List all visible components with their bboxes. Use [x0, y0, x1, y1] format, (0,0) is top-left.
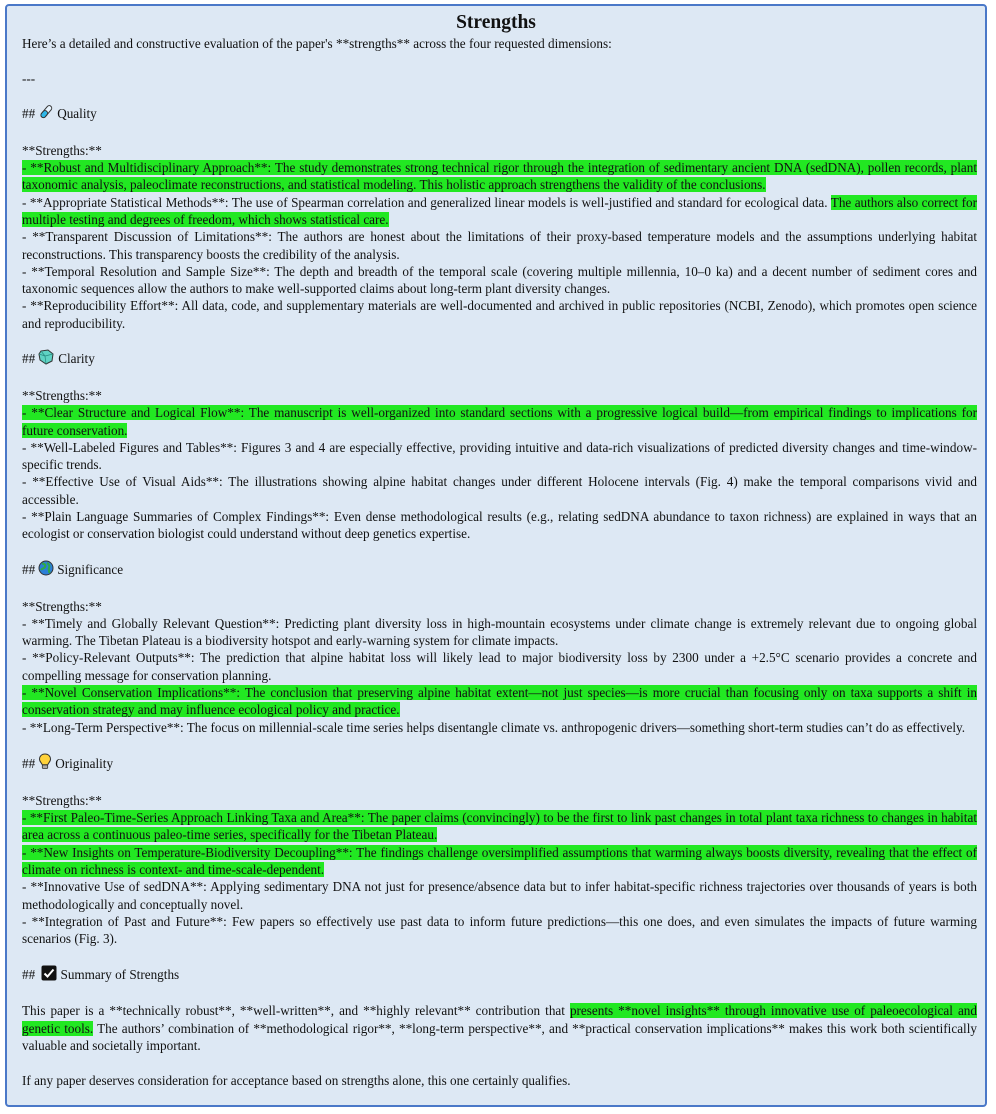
list-item	[22, 263, 977, 298]
test-tube-icon	[38, 104, 54, 124]
heading-text: Quality	[57, 106, 97, 122]
heading-prefix: ##	[22, 966, 36, 982]
heading-prefix: ##	[22, 351, 36, 367]
heading-text: Clarity	[58, 351, 95, 367]
heading-text: Summary of Strengths	[60, 966, 180, 982]
item-text: - **Transparent Discussion of Limitations**: The authors are honest about the limitations of their proxy-based temperature models and the assumptions underlying habitat reconstructions. This transparency boosts the credibility of the analysis.	[22, 229, 977, 262]
section-heading	[22, 104, 977, 124]
list-item	[22, 159, 977, 194]
item-text: - **Appropriate Statistical Methods**: The use of Spearman correlation and generalized linear models is well-justified and standard for ecological data.	[22, 194, 831, 210]
strengths-label: **Strengths:**	[22, 387, 102, 403]
list-item	[22, 508, 977, 543]
item-text: - **Long-Term Perspective**: The focus on millennial-scale time series helps disentangle climate vs. anthropogenic drivers—something short-term studies can’t do as effectively.	[22, 719, 966, 735]
section-heading	[22, 965, 977, 985]
section-clarity	[22, 349, 977, 560]
sections-container	[22, 104, 977, 965]
strengths-label: **Strengths:**	[22, 142, 102, 158]
item-text: - **Reproducibility Effort**: All data, code, and supplementary materials are well-documented and archived in public repositories (NCBI, Zenodo), which promotes open science and reproducibility.	[22, 298, 977, 331]
strengths-panel	[5, 4, 987, 1107]
heading-text: Originality	[55, 756, 114, 772]
summary-section	[22, 965, 977, 1089]
highlighted-text: - **New Insights on Temperature-Biodiversity Decoupling**: The findings challenge oversimplified assumptions that warming always boosts diversity, revealing that the effect of climate on richness is context- and time-scale-dependent.	[22, 844, 977, 877]
list-item	[22, 439, 977, 474]
section-heading	[22, 349, 977, 369]
item-text: - **Policy-Relevant Outputs**: The prediction that alpine habitat loss will likely lead to major biodiversity loss by 2300 under a +2.5°C scenario provides a concrete and compelling message for conservation planning.	[22, 650, 977, 683]
section-originality	[22, 753, 977, 965]
item-text: - **Timely and Globally Relevant Question**: Predicting plant diversity loss in high-mountain ecosystems under climate change is extremely relevant due to ongoing global warming. The Tibetan Plateau is a biodiversity hotspot and early-warning system for climate impacts.	[22, 615, 977, 649]
section-significance	[22, 560, 977, 753]
list-item	[22, 719, 977, 736]
lightbulb-icon	[38, 753, 52, 774]
summary-paragraph	[22, 1002, 977, 1054]
list-item	[22, 404, 977, 439]
page-title: Strengths	[456, 12, 536, 33]
highlighted-text: - **Robust and Multidisciplinary Approach**: The study demonstrates strong technical rigor through the integration of sedimentary ancient DNA (sedDNA), pollen records, plant taxonomic analysis, paleoclimate reconstructions, and statistical modeling. This holistic approach strengthens the validity of the conclusions.	[22, 160, 977, 193]
list-item	[22, 194, 977, 229]
gem-icon	[38, 349, 55, 369]
heading-text: Significance	[57, 561, 124, 577]
item-text: - **Integration of Past and Future**: Few papers so effectively use past data to inform future predictions—this one does, and even simulates the impacts of future warming scenarios (Fig. 3).	[22, 913, 977, 947]
section-heading	[22, 560, 977, 580]
heading-prefix: ##	[22, 756, 36, 772]
list-item	[22, 297, 977, 332]
heading-prefix: ##	[22, 106, 36, 122]
section-heading	[22, 753, 977, 774]
list-item	[22, 913, 977, 948]
item-text: - **Temporal Resolution and Sample Size**: The depth and breadth of the temporal scale (covering multiple millennia, 10–0 ka) and a decent number of sediment cores and taxonomic sequences allow the authors to make well-supported claims about long-term plant diversity changes.	[22, 263, 977, 297]
item-text: - **Plain Language Summaries of Complex Findings**: Even dense methodological results (e.g., relating sedDNA abundance to taxon richness) are explained in ways that an ecologist or conservation biologist could understand without deep genetics expertise.	[22, 509, 977, 542]
strengths-label: **Strengths:**	[22, 792, 102, 808]
item-text: - **Well-Labeled Figures and Tables**: Figures 3 and 4 are especially effective, providing intuitive and data-rich visualizations of predicted diversity changes and time-window-specific trends.	[22, 439, 977, 473]
list-item	[22, 684, 977, 719]
highlighted-text: - **Novel Conservation Implications**: The conclusion that preserving alpine habitat extent—not just species—is more crucial than focusing only on taxa supports a shift in conservation strategy and may influence ecological policy and practice.	[22, 684, 977, 718]
highlighted-text: - **Clear Structure and Logical Flow**: The manuscript is well-organized into standard sections with a progressive logical build—from empirical findings to implications for future conservation.	[22, 405, 977, 438]
heading-prefix: ##	[22, 561, 36, 577]
list-item	[22, 228, 977, 263]
highlighted-text: - **First Paleo-Time-Series Approach Linking Taxa and Area**: The paper claims (convincingly) to be the first to link past changes in total plant taxa richness to changes in habitat area across a continuous paleo-time series, specifically for the Tibetan Plateau.	[22, 810, 977, 843]
checkmark-icon	[41, 965, 57, 985]
summary-text-a: This paper is a **technically robust**, **well-written**, and **highly relevant** contribution that	[22, 1003, 570, 1019]
list-item	[22, 844, 977, 879]
section-quality	[22, 104, 977, 349]
globe-icon	[38, 560, 54, 580]
item-text: - **Innovative Use of sedDNA**: Applying sedimentary DNA not just for presence/absence data but to infer habitat-specific richness trajectories over thousands of years is both methodologically and conceptually novel.	[22, 879, 977, 912]
summary-highlight: presents **novel insights** through innovative use of paleoecological and genetic tools.	[22, 1003, 977, 1036]
intro-text: Here’s a detailed and constructive evaluation of the paper's **strengths** across the four requested dimensions:	[22, 36, 612, 51]
item-text: - **Effective Use of Visual Aids**: The illustrations showing alpine habitat changes under different Holocene intervals (Fig. 4) make the temporal comparisons vivid and accessible.	[22, 474, 977, 507]
strengths-label: **Strengths:**	[22, 598, 102, 614]
list-item	[22, 809, 977, 844]
list-item	[22, 878, 977, 913]
list-item	[22, 649, 977, 684]
list-item	[22, 615, 977, 650]
separator: ---	[22, 70, 36, 86]
closing-text: If any paper deserves consideration for acceptance based on strengths alone, this one certainly qualifies.	[22, 1072, 571, 1088]
highlighted-text: The authors also correct for multiple testing and degrees of freedom, which shows statistical care.	[22, 194, 977, 227]
list-item	[22, 473, 977, 508]
summary-text-b: The authors’ combination of **methodological rigor**, **long-term perspective**, and **practical conservation implications** makes this work both scientifically valuable and societally important.	[22, 1020, 977, 1053]
document-body	[7, 35, 985, 1089]
